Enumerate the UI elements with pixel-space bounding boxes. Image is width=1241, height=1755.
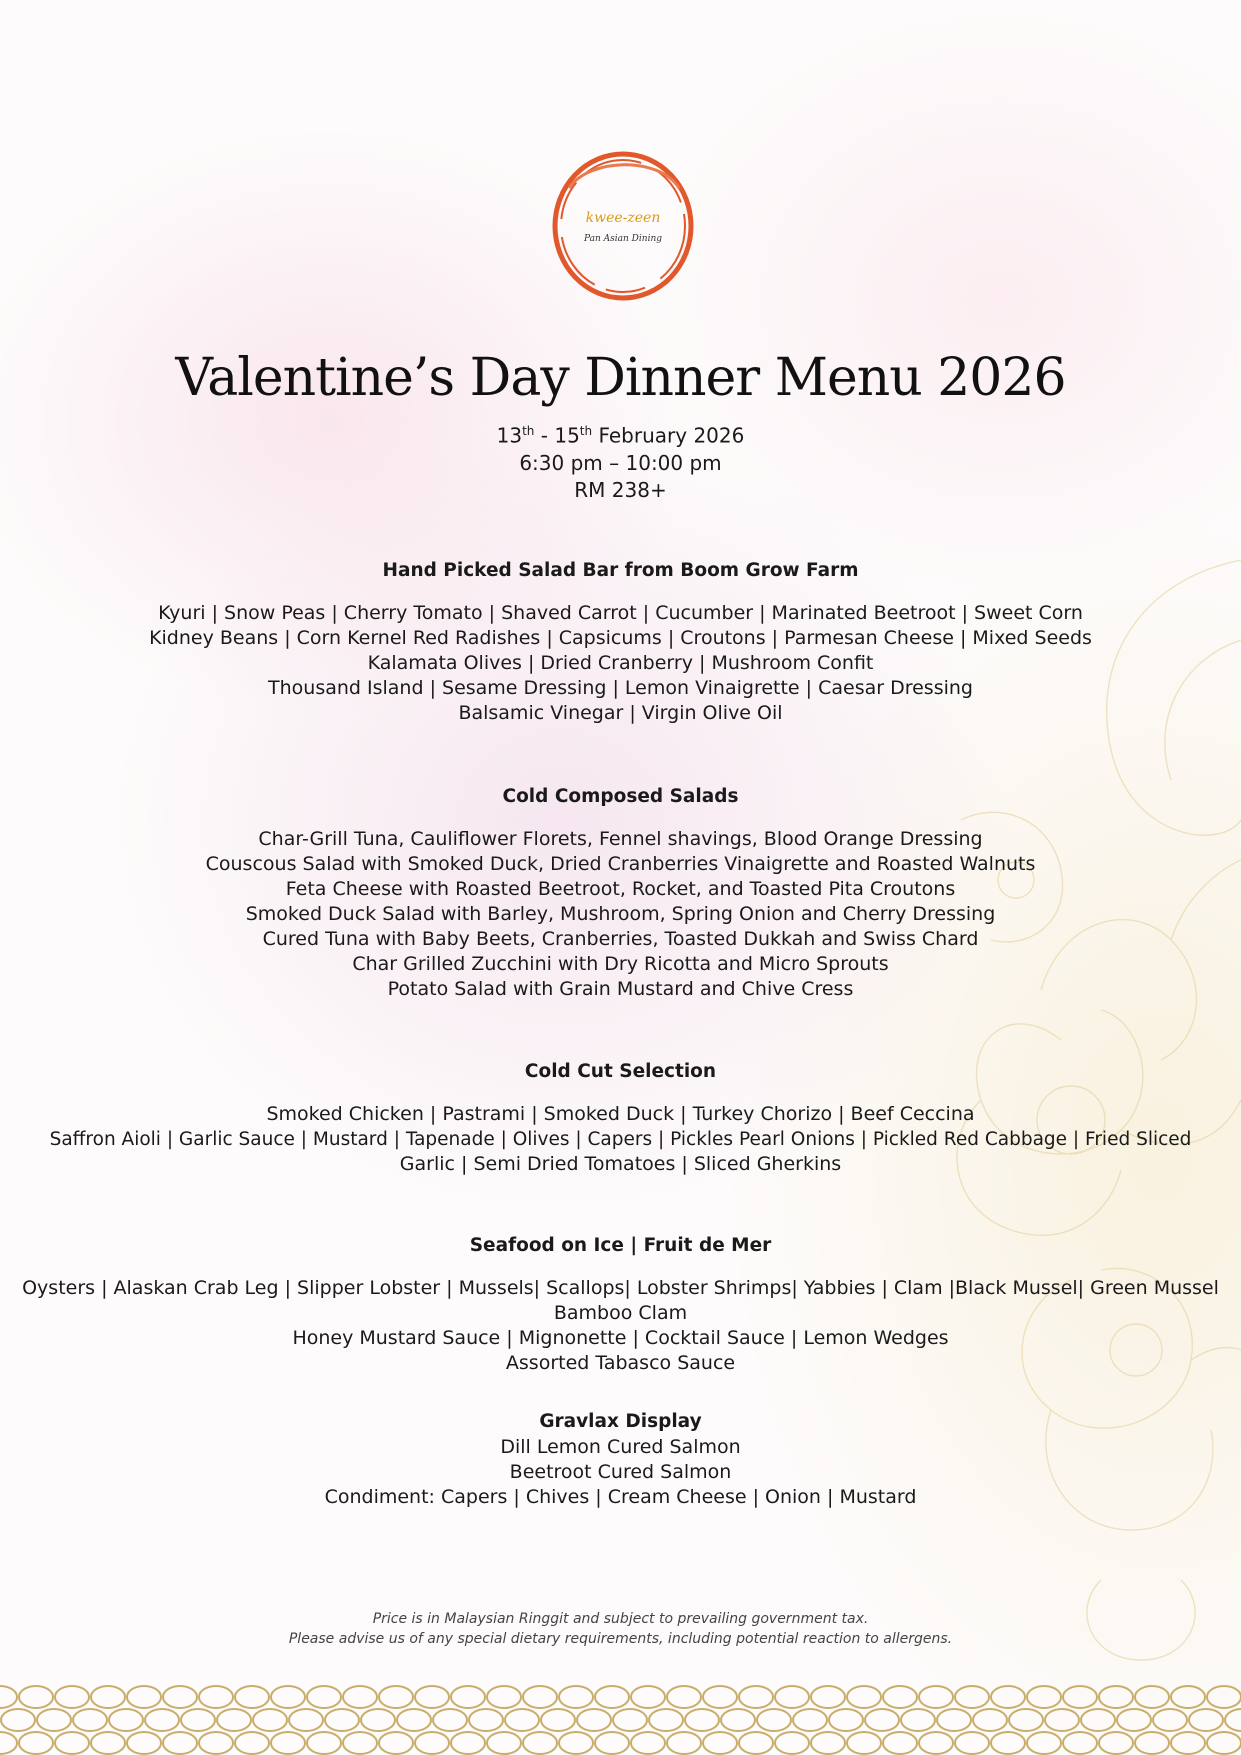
- lattice-ring: [217, 1709, 251, 1731]
- menu-line: Kalamata Olives | Dried Cranberry | Mushroom Confit: [367, 652, 874, 674]
- lattice-ring: [721, 1709, 755, 1731]
- lattice-ring: [91, 1732, 125, 1754]
- lattice-ring: [307, 1732, 341, 1754]
- date-start-suffix: th: [522, 424, 535, 438]
- lattice-ring: [235, 1686, 269, 1708]
- section-title: Cold Composed Salads: [502, 786, 739, 807]
- event-time: 6:30 pm – 10:00 pm: [519, 450, 722, 475]
- menu-line: Assorted Tabasco Sauce: [505, 1352, 736, 1374]
- decorative-lattice-border: [0, 1685, 1241, 1755]
- lattice-ring: [883, 1686, 917, 1708]
- lattice-ring: [775, 1686, 809, 1708]
- lattice-ring: [1081, 1709, 1115, 1731]
- section-title: Seafood on Ice | Fruit de Mer: [469, 1235, 772, 1256]
- lattice-ring: [379, 1732, 413, 1754]
- lattice-ring: [127, 1686, 161, 1708]
- lattice-ring: [595, 1732, 629, 1754]
- lattice-ring: [73, 1709, 107, 1731]
- lattice-ring: [595, 1686, 629, 1708]
- lattice-ring: [1135, 1732, 1169, 1754]
- lattice-ring: [1, 1709, 35, 1731]
- lattice-ring: [91, 1686, 125, 1708]
- lattice-ring: [973, 1709, 1007, 1731]
- menu-line: Condiment: Capers | Chives | Cream Cheese | Onion | Mustard: [324, 1486, 917, 1508]
- lattice-ring: [1045, 1709, 1079, 1731]
- lattice-ring: [415, 1732, 449, 1754]
- lattice-ring: [991, 1732, 1025, 1754]
- lattice-ring: [1225, 1709, 1241, 1731]
- logo-brand-text: kwee-zeen: [585, 210, 661, 226]
- lattice-ring: [847, 1732, 881, 1754]
- lattice-ring: [163, 1686, 197, 1708]
- lattice-ring: [1063, 1686, 1097, 1708]
- section-gravlax-display: [0, 1409, 1241, 1510]
- menu-line: Oysters | Alaskan Crab Leg | Slipper Lobster | Mussels| Scallops| Lobster Shrimps| Yabbies | Clam |Black Mussel| Green Mussel Bamboo Clam: [22, 1277, 1219, 1324]
- menu-line: Char Grilled Zucchini with Dry Ricotta and Micro Sprouts: [352, 953, 889, 975]
- section-salad-bar: [0, 560, 1241, 726]
- lattice-ring: [847, 1686, 881, 1708]
- lattice-ring: [703, 1686, 737, 1708]
- lattice-ring: [955, 1732, 989, 1754]
- lattice-ring: [1207, 1686, 1241, 1708]
- lattice-ring: [487, 1732, 521, 1754]
- lattice-ring: [415, 1686, 449, 1708]
- menu-line: Smoked Duck Salad with Barley, Mushroom, Spring Onion and Cherry Dressing: [245, 903, 996, 925]
- lattice-ring: [343, 1732, 377, 1754]
- lattice-ring: [955, 1686, 989, 1708]
- lattice-ring: [667, 1686, 701, 1708]
- footer-price-note: Price is in Malaysian Ringgit and subject to prevailing government tax.: [372, 1611, 869, 1627]
- lattice-ring: [1117, 1709, 1151, 1731]
- lattice-ring: [1135, 1686, 1169, 1708]
- lattice-ring: [163, 1732, 197, 1754]
- section-title: Gravlax Display: [539, 1411, 702, 1432]
- lattice-ring: [1207, 1732, 1241, 1754]
- section-seafood-on-ice: [0, 1235, 1241, 1376]
- menu-line: Honey Mustard Sauce | Mignonette | Cocktail Sauce | Lemon Wedges: [292, 1327, 949, 1349]
- brand-logo: [549, 148, 697, 304]
- lattice-ring: [523, 1686, 557, 1708]
- logo-ring: [549, 148, 697, 304]
- lattice-ring: [829, 1709, 863, 1731]
- lattice-ring: [253, 1709, 287, 1731]
- lattice-ring: [1009, 1709, 1043, 1731]
- lattice-ring: [649, 1709, 683, 1731]
- lattice-ring: [883, 1732, 917, 1754]
- menu-line: Potato Salad with Grain Mustard and Chive Cress: [387, 978, 854, 1000]
- lattice-ring: [0, 1686, 17, 1708]
- lattice-ring: [199, 1732, 233, 1754]
- lattice-ring: [1027, 1686, 1061, 1708]
- logo-tagline: Pan Asian Dining: [583, 234, 663, 244]
- lattice-ring: [37, 1709, 71, 1731]
- date-end-suffix: th: [579, 424, 593, 438]
- date-start: 13: [496, 423, 523, 448]
- lattice-ring: [127, 1732, 161, 1754]
- menu-title: Valentine’s Day Dinner Menu 2026: [175, 348, 1066, 408]
- menu-line: Thousand Island | Sesame Dressing | Lemon Vinaigrette | Caesar Dressing: [268, 677, 973, 699]
- lattice-ring: [793, 1709, 827, 1731]
- menu-line: Kyuri | Snow Peas | Cherry Tomato | Shaved Carrot | Cucumber | Marinated Beetroot | Sweet Corn: [158, 602, 1083, 624]
- lattice-ring: [199, 1686, 233, 1708]
- lattice-ring: [667, 1732, 701, 1754]
- lattice-ring: [541, 1709, 575, 1731]
- menu-line: Garlic | Semi Dried Tomatoes | Sliced Gherkins: [399, 1153, 842, 1175]
- event-dates: [0, 418, 1241, 450]
- lattice-ring: [631, 1686, 665, 1708]
- lattice-ring: [55, 1686, 89, 1708]
- lattice-ring: [397, 1709, 431, 1731]
- lattice-ring: [811, 1732, 845, 1754]
- lattice-ring: [739, 1732, 773, 1754]
- lattice-ring: [289, 1709, 323, 1731]
- lattice-ring: [1171, 1732, 1205, 1754]
- lattice-ring: [1171, 1686, 1205, 1708]
- lattice-ring: [919, 1732, 953, 1754]
- date-month-year: February 2026: [592, 423, 745, 448]
- lattice-ring: [739, 1686, 773, 1708]
- lattice-ring: [1153, 1709, 1187, 1731]
- lattice-ring: [559, 1686, 593, 1708]
- lattice-ring: [1063, 1732, 1097, 1754]
- lattice-ring: [1099, 1732, 1133, 1754]
- menu-line: Cured Tuna with Baby Beets, Cranberries, Toasted Dukkah and Swiss Chard: [262, 928, 979, 950]
- lattice-ring: [361, 1709, 395, 1731]
- lattice-ring: [145, 1709, 179, 1731]
- footer-notes: [0, 1609, 1241, 1649]
- lattice-ring: [19, 1686, 53, 1708]
- lattice-ring: [271, 1732, 305, 1754]
- lattice-ring: [433, 1709, 467, 1731]
- menu-line: Char-Grill Tuna, Cauliflower Florets, Fennel shavings, Blood Orange Dressing: [258, 828, 983, 850]
- section-cold-cut-selection: [0, 1061, 1241, 1177]
- event-price: RM 238+: [574, 477, 667, 502]
- lattice-ring: [109, 1709, 143, 1731]
- lattice-ring: [271, 1686, 305, 1708]
- lattice-ring: [523, 1732, 557, 1754]
- section-title: Hand Picked Salad Bar from Boom Grow Farm: [382, 560, 859, 581]
- menu-line: Kidney Beans | Corn Kernel Red Radishes | Capsicums | Croutons | Parmesan Cheese | Mixed Seeds: [149, 627, 1092, 649]
- lattice-ring: [757, 1709, 791, 1731]
- lattice-ring: [469, 1709, 503, 1731]
- event-details: [0, 418, 1241, 504]
- lattice-ring: [505, 1709, 539, 1731]
- lattice-ring: [991, 1686, 1025, 1708]
- lattice-ring: [559, 1732, 593, 1754]
- lattice-ring: [307, 1686, 341, 1708]
- lattice-ring: [487, 1686, 521, 1708]
- lattice-ring: [451, 1686, 485, 1708]
- menu-line: Couscous Salad with Smoked Duck, Dried Cranberries Vinaigrette and Roasted Walnuts: [205, 853, 1036, 875]
- lattice-ring: [0, 1732, 17, 1754]
- lattice-ring: [181, 1709, 215, 1731]
- lattice-ring: [379, 1686, 413, 1708]
- section-cold-composed-salads: [0, 786, 1241, 1002]
- lattice-ring: [1027, 1732, 1061, 1754]
- lattice-ring: [577, 1709, 611, 1731]
- lattice-ring: [901, 1709, 935, 1731]
- lattice-ring: [451, 1732, 485, 1754]
- lattice-ring: [325, 1709, 359, 1731]
- lattice-ring: [631, 1732, 665, 1754]
- lattice-ring: [19, 1732, 53, 1754]
- section-title: Cold Cut Selection: [524, 1061, 717, 1082]
- lattice-ring: [1099, 1686, 1133, 1708]
- lattice-ring: [865, 1709, 899, 1731]
- lattice-ring: [685, 1709, 719, 1731]
- lattice-ring: [55, 1732, 89, 1754]
- lattice-ring: [1189, 1709, 1223, 1731]
- menu-line: Saffron Aioli | Garlic Sauce | Mustard | Tapenade | Olives | Capers | Pickles Pearl Onions | Pickled Red Cabbage | Fried Sliced: [49, 1129, 1192, 1150]
- lattice-ring: [703, 1732, 737, 1754]
- menu-line: Feta Cheese with Roasted Beetroot, Rocket, and Toasted Pita Croutons: [285, 878, 956, 900]
- menu-line: Dill Lemon Cured Salmon: [500, 1436, 741, 1458]
- menu-line: Smoked Chicken | Pastrami | Smoked Duck | Turkey Chorizo | Beef Ceccina: [266, 1103, 975, 1125]
- lattice-ring: [919, 1686, 953, 1708]
- lattice-ring: [343, 1686, 377, 1708]
- menu-line: Beetroot Cured Salmon: [509, 1461, 732, 1483]
- menu-line: Balsamic Vinegar | Virgin Olive Oil: [458, 702, 783, 724]
- lattice-ring: [235, 1732, 269, 1754]
- lattice-ring: [775, 1732, 809, 1754]
- lattice-ring: [937, 1709, 971, 1731]
- lattice-ring: [811, 1686, 845, 1708]
- footer-dietary-note: Please advise us of any special dietary requirements, including potential reaction to allergens.: [288, 1631, 953, 1647]
- lattice-ring: [613, 1709, 647, 1731]
- date-end: - 15: [534, 423, 580, 448]
